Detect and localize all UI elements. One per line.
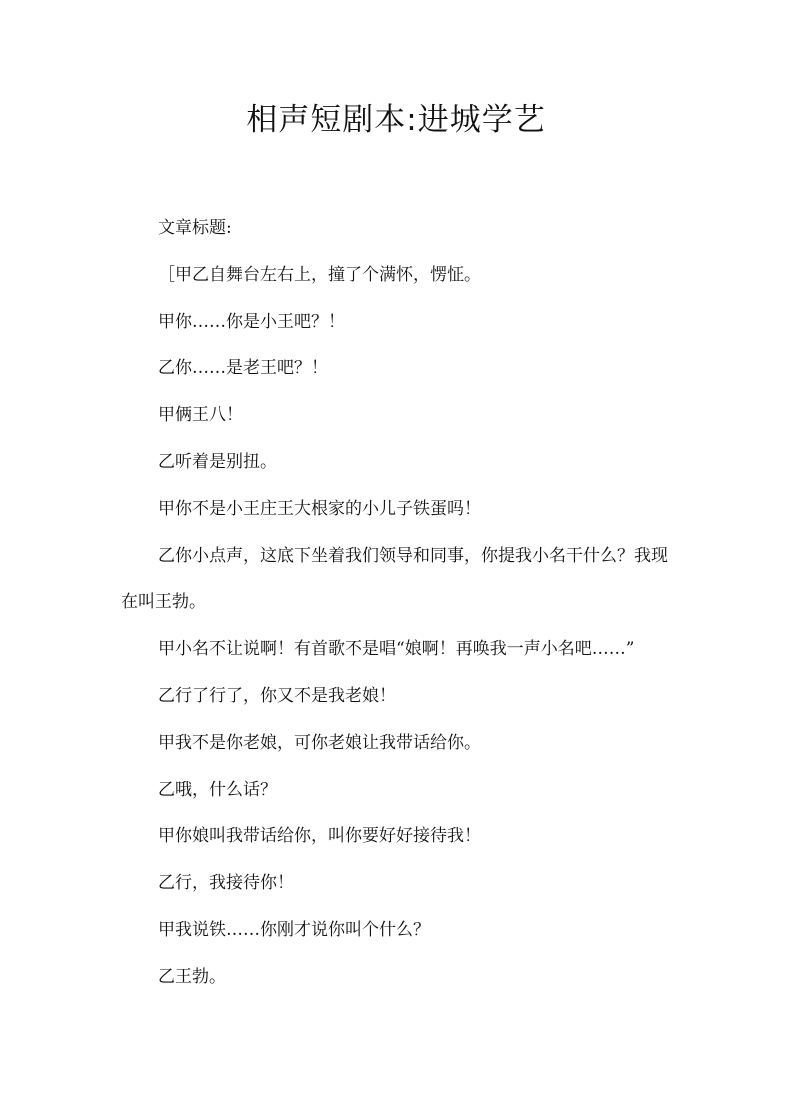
dialogue-line: 乙听着是别扭。 <box>158 451 277 472</box>
dialogue-line: 乙你小点声，这底下坐着我们领导和同事，你提我小名干什么？我现在叫王勃。 <box>121 545 668 613</box>
dialogue-line: 甲小名不让说啊！有首歌不是唱“娘啊！再唤我一声小名吧……” <box>158 639 635 660</box>
dialogue-line: 乙行了行了，你又不是我老娘！ <box>158 685 396 706</box>
dialogue-line: 甲你不是小王庄王大根家的小儿子铁蛋吗！ <box>158 498 481 519</box>
document-title: 相声短剧本:进城学艺 <box>246 102 546 138</box>
dialogue-line: 乙行，我接待你！ <box>158 873 294 894</box>
dialogue-line: 乙哦，什么话？ <box>158 779 277 800</box>
dialogue-line: 甲你……你是小王吧？！ <box>158 311 345 332</box>
document-body <box>121 205 681 1001</box>
dialogue-line: 甲俩王八！ <box>158 405 243 426</box>
dialogue-line: 甲我不是你老娘，可你老娘让我带话给你。 <box>158 732 481 753</box>
paragraph-stage-direction: ［甲乙自舞台左右上，撞了个满怀，愣怔。 <box>158 264 481 285</box>
dialogue-line: 甲你娘叫我带话给你，叫你要好好接待我！ <box>158 826 481 847</box>
dialogue-line: 甲我说铁……你刚才说你叫个什么？ <box>158 919 430 940</box>
paragraph-article-title-label: 文章标题: <box>158 218 232 238</box>
dialogue-line: 乙王勃。 <box>158 966 226 987</box>
dialogue-line: 乙你……是老王吧？！ <box>158 358 328 379</box>
